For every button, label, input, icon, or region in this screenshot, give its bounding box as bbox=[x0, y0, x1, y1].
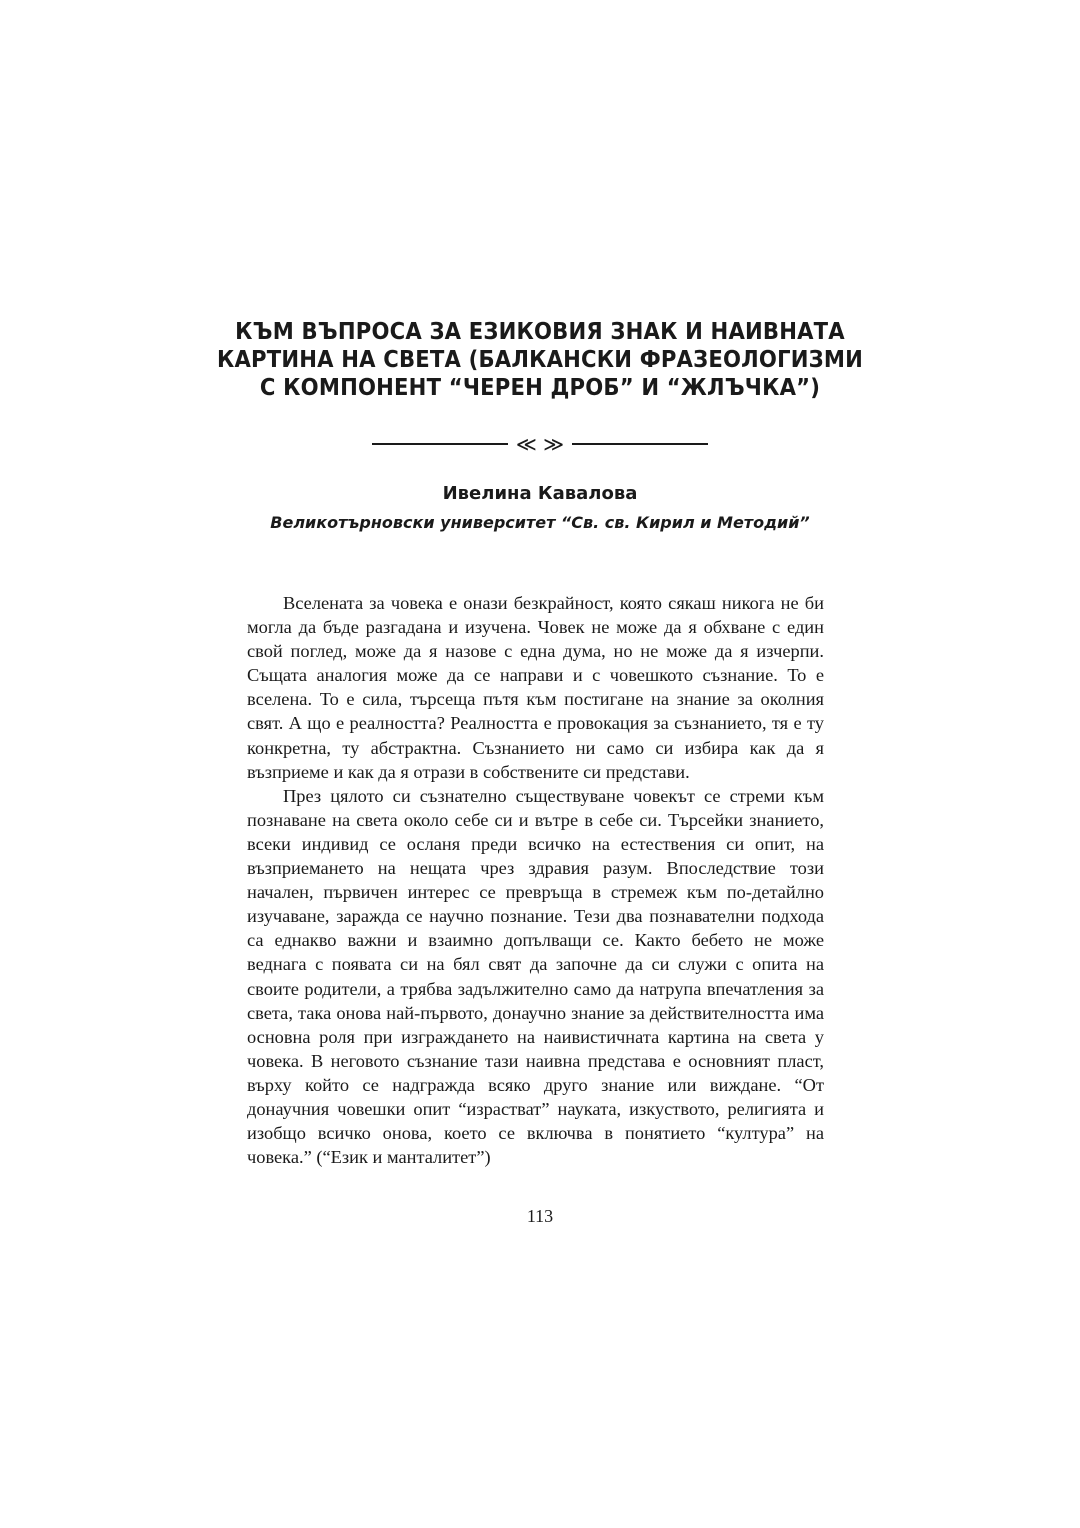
author-affiliation: Великотърновски университет “Св. св. Кирил и Методий” bbox=[270, 513, 810, 532]
title-line-1: КЪМ ВЪПРОСА ЗА ЕЗИКОВИЯ ЗНАК И НАИВНАТА bbox=[235, 319, 845, 345]
title-divider bbox=[362, 430, 718, 458]
title-line-3: С КОМПОНЕНТ “ЧЕРЕН ДРОБ” И “ЖЛЪЧКА”) bbox=[259, 375, 821, 401]
body-paragraph-2: През цялото си съзнателно съществуване човекът се стреми към познаване на света около себе си и вътре в себе си. Търсейки знанието, всеки индивид се осланя преди всичко на естествения си опит, на възприемането на нещата чрез здравия разум. Впоследствие този начален, първичен интерес се превръща в стремеж към по-детайлно изучаване, заражда се научно познание. Тези два познавателни подхода са еднакво важни и взаимно допълващи се. Както бебето не може веднага с появата си на бял свят да започне да си служи с опита на своите родители, а трябва задължително само да натрупа впечатления за света, така онова най-първото, донаучно знание за действителността има основна роля при изграждането на наивистичната картина на света у човека. В неговото съзнание тази наивна представа е основният пласт, върху който се надгражда всяко друго знание или виждане. “От донаучния човешки опит “израстват” науката, изкуството, религията и изобщо всичко онова, което се включва в понятието “култура” на човека.” (“Език и манталитет”) bbox=[247, 785, 824, 1168]
double-chevron-ornament-icon: ≪ ≫ bbox=[515, 432, 565, 456]
article-body bbox=[247, 591, 824, 1169]
title-line-2: КАРТИНА НА СВЕТА (БАЛКАНСКИ ФРАЗЕОЛОГИЗМИ bbox=[216, 347, 863, 373]
divider-rule-left bbox=[372, 443, 508, 445]
author-name: Ивелина Кавалова bbox=[442, 483, 638, 504]
article-title bbox=[209, 318, 871, 402]
page-number: 113 bbox=[526, 1206, 554, 1226]
divider-rule-right bbox=[572, 443, 708, 445]
body-paragraph-1: Вселената за човека е онази безкрайност, която сякаш никога не би могла да бъде разгадана и изучена. Човек не може да я обхване с един свой поглед, може да я назове с една дума, но не може да я изчерпи. Същата аналогия може да се направи и с човешкото съзнание. То е вселена. То е сила, търсеща пътя към постигане на знание за околния свят. А що е реалността? Реалността е провокация за съзнанието, тя е ту конкретна, ту абстрактна. Съзнанието ни само си избира как да я възприеме и как да я отрази в собствените си представи. bbox=[247, 593, 824, 782]
